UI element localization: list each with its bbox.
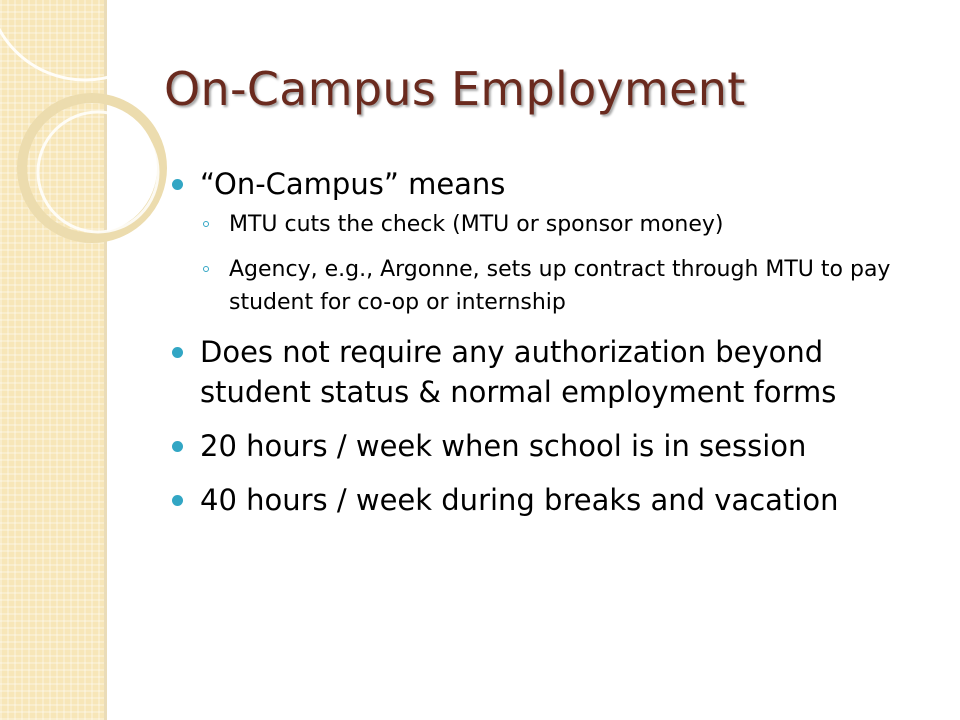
- slide-title: On-Campus Employment: [164, 62, 746, 116]
- bullet-text: 20 hours / week when school is in session: [200, 429, 807, 463]
- large-arc: [0, 0, 183, 80]
- medium-ring-outer: [22, 98, 162, 238]
- bullet-text: “On-Campus” means: [200, 167, 506, 201]
- slide-body: [172, 164, 932, 520]
- bullet-item: [172, 164, 932, 204]
- bullet-dot-icon: [172, 495, 183, 506]
- bullet-dot-icon: [172, 441, 183, 452]
- bullet-item: [172, 480, 932, 520]
- sub-bullet-text: MTU cuts the check (MTU or sponsor money): [229, 212, 724, 237]
- bullet-dot-icon: [172, 179, 183, 190]
- bullet-text: 40 hours / week during breaks and vacation: [200, 483, 839, 517]
- sub-bullet-item: [172, 253, 932, 319]
- sub-bullet-ring-icon: [203, 221, 209, 227]
- bullet-item: [172, 426, 932, 466]
- decorative-circles: [0, 0, 200, 260]
- bullet-item: [172, 332, 932, 412]
- medium-ring-inner: [38, 112, 158, 232]
- sub-bullet-text: Agency, e.g., Argonne, sets up contract through MTU to pay student for co-op or internship: [229, 257, 891, 315]
- bullet-dot-icon: [172, 347, 183, 358]
- bullet-text: Does not require any authorization beyond student status & normal employment forms: [200, 335, 837, 409]
- sub-bullet-ring-icon: [203, 266, 209, 272]
- sub-bullet-item: [172, 208, 932, 241]
